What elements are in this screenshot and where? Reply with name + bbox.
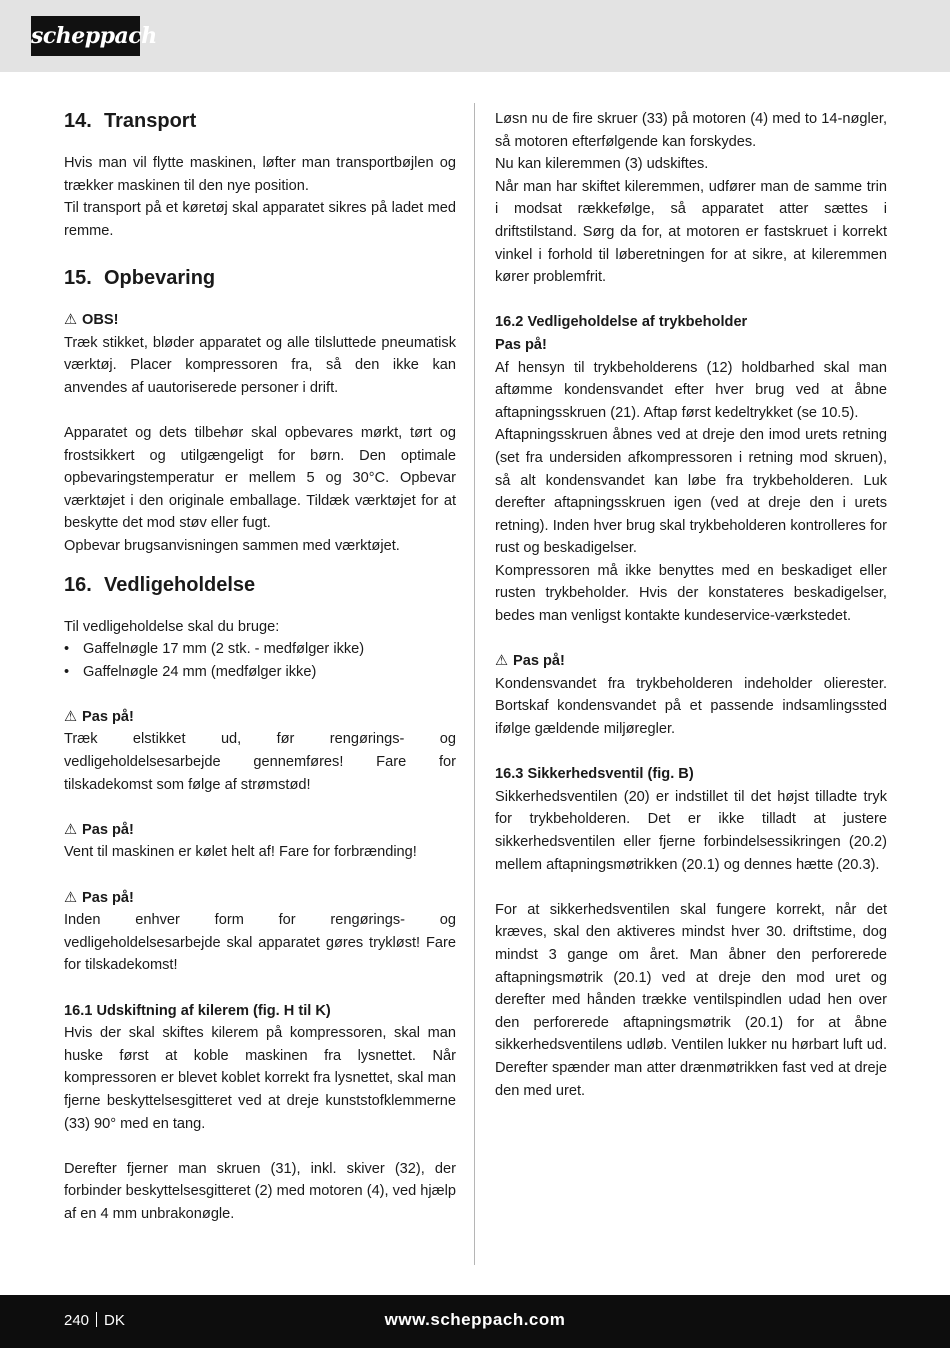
paragraph: Træk elstikket ud, før rengørings- og vedligeholdelsesarbejde gennemføres! Fare for tilskadekomst som følge af strømstød!: [64, 731, 456, 793]
left-column: [64, 108, 456, 1226]
warning-label: ⚠ Pas på!: [64, 887, 456, 910]
warning-triangle-icon: ⚠: [495, 653, 509, 670]
paragraph: Hvis der skal skiftes kilerem på kompressoren, skal man huske først at koble maskinen fra lysnettet. Når kompressoren er blevet koblet korrekt fra lysnettet, skal man fjerne beskyttelsesgitteret ved at dreje kunststofklemmerne (33) 90° med en tang.: [64, 1025, 456, 1132]
paragraph: Kondensvandet fra trykbeholderen indeholder olierester. Bortskaf kondensvandet på et passende indsamlingssted ifølge gældende miljøregler.: [495, 675, 887, 738]
paragraph: Nu kan kileremmen (3) udskiftes.: [495, 156, 709, 173]
warning-triangle-icon: ⚠: [64, 708, 78, 725]
warning-label: ⚠ Pas på!: [64, 706, 456, 729]
list-item: • Gaffelnøgle 24 mm (medfølger ikke): [64, 661, 456, 684]
subsection-16-3-heading: 16.3 Sikkerhedsventil (fig. B): [495, 766, 694, 783]
paragraph: Når man har skiftet kileremmen, udfører man de samme trin i modsat rækkefølge, så apparatet atter sættes i driftstilstand. Sørg da for, at motoren er fastskruet i korrekt vinkel i forhold til løberetningen for at sikre, at kileremmen kører problemfrit.: [495, 178, 887, 286]
website-link[interactable]: www.scheppach.com: [384, 1310, 566, 1329]
section-15-heading: 15. Opbevaring: [64, 266, 216, 289]
paragraph: Træk stikket, bløder apparatet og alle tilsluttede pneumatisk værktøj. Placer kompressoren fra, så den ikke kan anvendes af uautoriserede personer i drift.: [64, 334, 456, 396]
warning-label: ⚠ Pas på!: [64, 819, 456, 842]
paragraph: Sikkerhedsventilen (20) er indstillet til det højst tilladte tryk for trykbeholderen. Det er ikke tilladt at justere sikkerhedsventilen eller fjerne forbindelsessikringen (20.2) mellem aftapningsmøtrikken (20.1) og dennes hætte (20.3).: [495, 788, 887, 873]
brand-logo: scheppach: [31, 16, 140, 56]
paragraph: Hvis man vil flytte maskinen, løfter man transportbøjlen og trækker maskinen til den nye position.: [64, 155, 456, 194]
right-column: [495, 108, 887, 1102]
page-number: 240 DK: [64, 1312, 125, 1329]
paragraph: Til vedligeholdelse skal du bruge:: [64, 618, 280, 635]
warning-label: ⚠ OBS!: [64, 309, 456, 332]
paragraph: Aftapningsskruen åbnes ved at dreje den imod urets retning (set fra undersiden afkompressoren i retning mod skruen), så alt kondensvandet kan løbe fra trykbeholderen. Luk derefter aftapningsskruen igen (ved at dreje den i urets retning). Inden hver brug skal trykbeholderen kontrolleres for rust og beskadigelser.: [495, 427, 887, 557]
paragraph: Til transport på et køretøj skal apparatet sikres på ladet med remme.: [64, 200, 456, 239]
subsection-16-2-heading: 16.2 Vedligeholdelse af trykbeholder: [495, 314, 748, 331]
paragraph: Af hensyn til trykbeholderens (12) holdbarhed skal man aftømme kondensvandet efter hver brug ved at åbne aftapningsskruen (21). Aftap først kedeltrykket (se 10.5).: [495, 359, 887, 421]
subsection-16-1-heading: 16.1 Udskiftning af kilerem (fig. H til K): [64, 1002, 331, 1019]
page-footer: [0, 1295, 950, 1348]
warning-triangle-icon: ⚠: [64, 311, 78, 328]
paragraph: Derefter fjerner man skruen (31), inkl. skiver (32), der forbinder beskyttelsesgitteret (2) med motoren (4), ved hjælp af en 4 mm unbrakonøgle.: [64, 1160, 456, 1222]
paragraph: Vent til maskinen er kølet helt af! Fare for forbrænding!: [64, 844, 417, 861]
warning-triangle-icon: ⚠: [64, 821, 78, 838]
warning-label: ⚠ Pas på!: [495, 650, 887, 673]
paragraph: Kompressoren må ikke benyttes med en beskadiget eller rusten trykbeholder. Hvis der konstateres beskadigelser, bedes man venligst kontakte kundeservice-værkstedet.: [495, 562, 887, 625]
warning-triangle-icon: ⚠: [64, 889, 78, 906]
column-divider: [474, 103, 475, 1265]
paragraph: Opbevar brugsanvisningen sammen med værktøjet.: [64, 537, 400, 554]
page-header: [0, 0, 950, 72]
section-14-heading: 14. Transport: [64, 110, 197, 132]
paragraph: Løsn nu de fire skruer (33) på motoren (4) med to 14-nøgler, så motoren efterfølgende kan forskydes.: [495, 111, 887, 150]
list-item: • Gaffelnøgle 17 mm (2 stk. - medfølger ikke): [64, 638, 456, 661]
tool-list: [64, 638, 456, 683]
paragraph: Apparatet og dets tilbehør skal opbevares mørkt, tørt og frostsikkert og utilgængeligt for børn. Den optimale opbevaringstemperatur er mellem 5 og 30°C. Opbevar værktøjet i den originale emballage. Tildæk værktøjet for at beskytte det mod støv eller fugt.: [64, 424, 456, 532]
section-16-heading: 16. Vedligeholdelse: [64, 573, 256, 596]
paragraph: For at sikkerhedsventilen skal fungere korrekt, når det kræves, skal den aktiveres mindst hver 30. driftstime, dog mindst 3 gange om året. Man åbner den perforerede aftapningsmøtrik (20.1) ved at dreje den mod uret og derefter med hånden trække ventilspindlen udad hen over den perforerede aftapningsmøtrik (20.1) for at åbne sikkerhedsventilens udløb. Ventilen lukker nu hørbart luft ud. Derefter spænder man atter drænmøtrikken fast ved at dreje den med uret.: [495, 901, 887, 1099]
paragraph: Inden enhver form for rengørings- og vedligeholdelsesarbejde skal apparatet gøres trykløst! Fare for tilskadekomst!: [64, 912, 456, 974]
caution-label: Pas på!: [495, 336, 547, 353]
